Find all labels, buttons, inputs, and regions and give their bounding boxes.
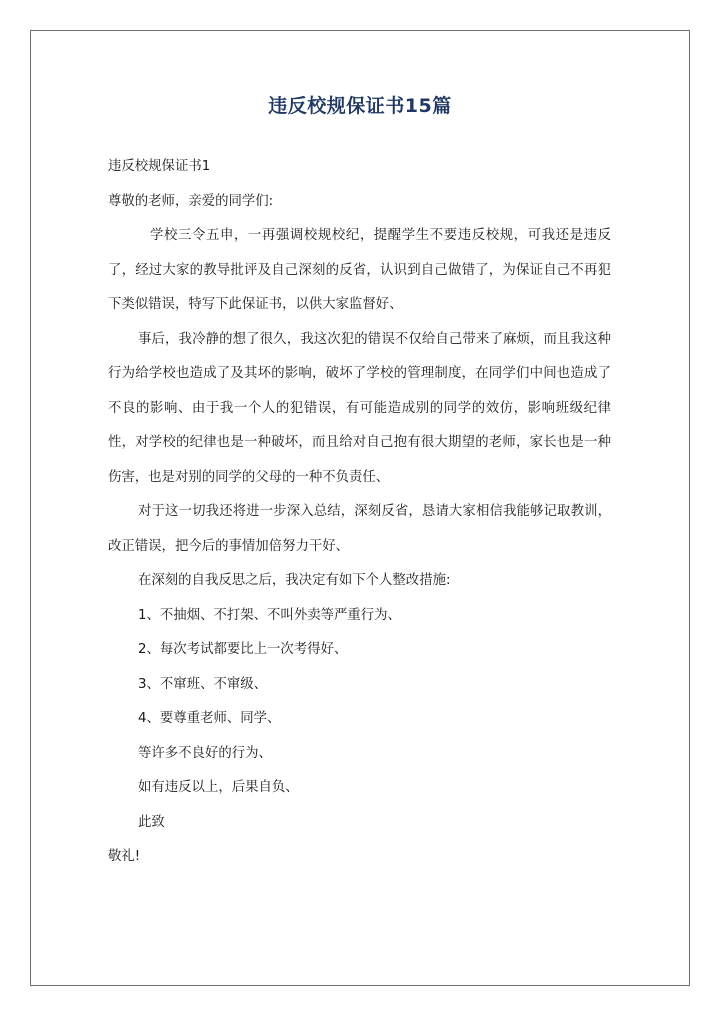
salutation: 尊敬的老师，亲爱的同学们: (108, 193, 274, 209)
section-heading: 违反校规保证书1 (108, 159, 211, 174)
measure-item: 3、不窜班、不窜级、 (138, 676, 268, 692)
measure-item: 2、每次考试都要比上一次考得好、 (138, 642, 348, 657)
measure-item: 1、不抽烟、不打架、不叫外卖等严重行为、 (138, 607, 401, 623)
paragraph-6: 如有违反以上，后果自负、 (138, 780, 299, 795)
paragraph-1: 学校三令五申，一再强调校规校纪，提醒学生不要违反校规，可我还是违反了，经过大家的教导批评及自己深刻的反省，认识到自己做错了，为保证自己不再犯下类似错误，特写下此保证书，以供大家监督好、 (108, 228, 611, 312)
measure-item: 4、要尊重老师、同学、 (138, 711, 281, 726)
closing-salute: 敬礼! (108, 849, 141, 864)
closing-greeting: 此致 (138, 814, 165, 830)
document-body (108, 150, 611, 875)
paragraph-4: 在深刻的自我反思之后，我决定有如下个人整改措施: (138, 573, 451, 588)
paragraph-3: 对于这一切我还将进一步深入总结，深刻反省，恳请大家相信我能够记取教训，改正错误，把今后的事情加倍努力干好、 (108, 504, 611, 554)
paragraph-2: 事后，我冷静的想了很久，我这次犯的错误不仅给自己带来了麻烦，而且我这种行为给学校也造成了及其坏的影响，破坏了学校的管理制度，在同学们中间也造成了不良的影响、由于我一个人的犯错误，有可能造成别的同学的效仿，影响班级纪律性，对学校的纪律也是一种破坏，而且给对自己抱有很大期望的老师，家长也是一种伤害，也是对别的同学的父母的一种不负责任、 (108, 331, 611, 485)
document-title: 违反校规保证书15篇 (268, 95, 452, 117)
paragraph-5: 等许多不良好的行为、 (138, 745, 272, 761)
